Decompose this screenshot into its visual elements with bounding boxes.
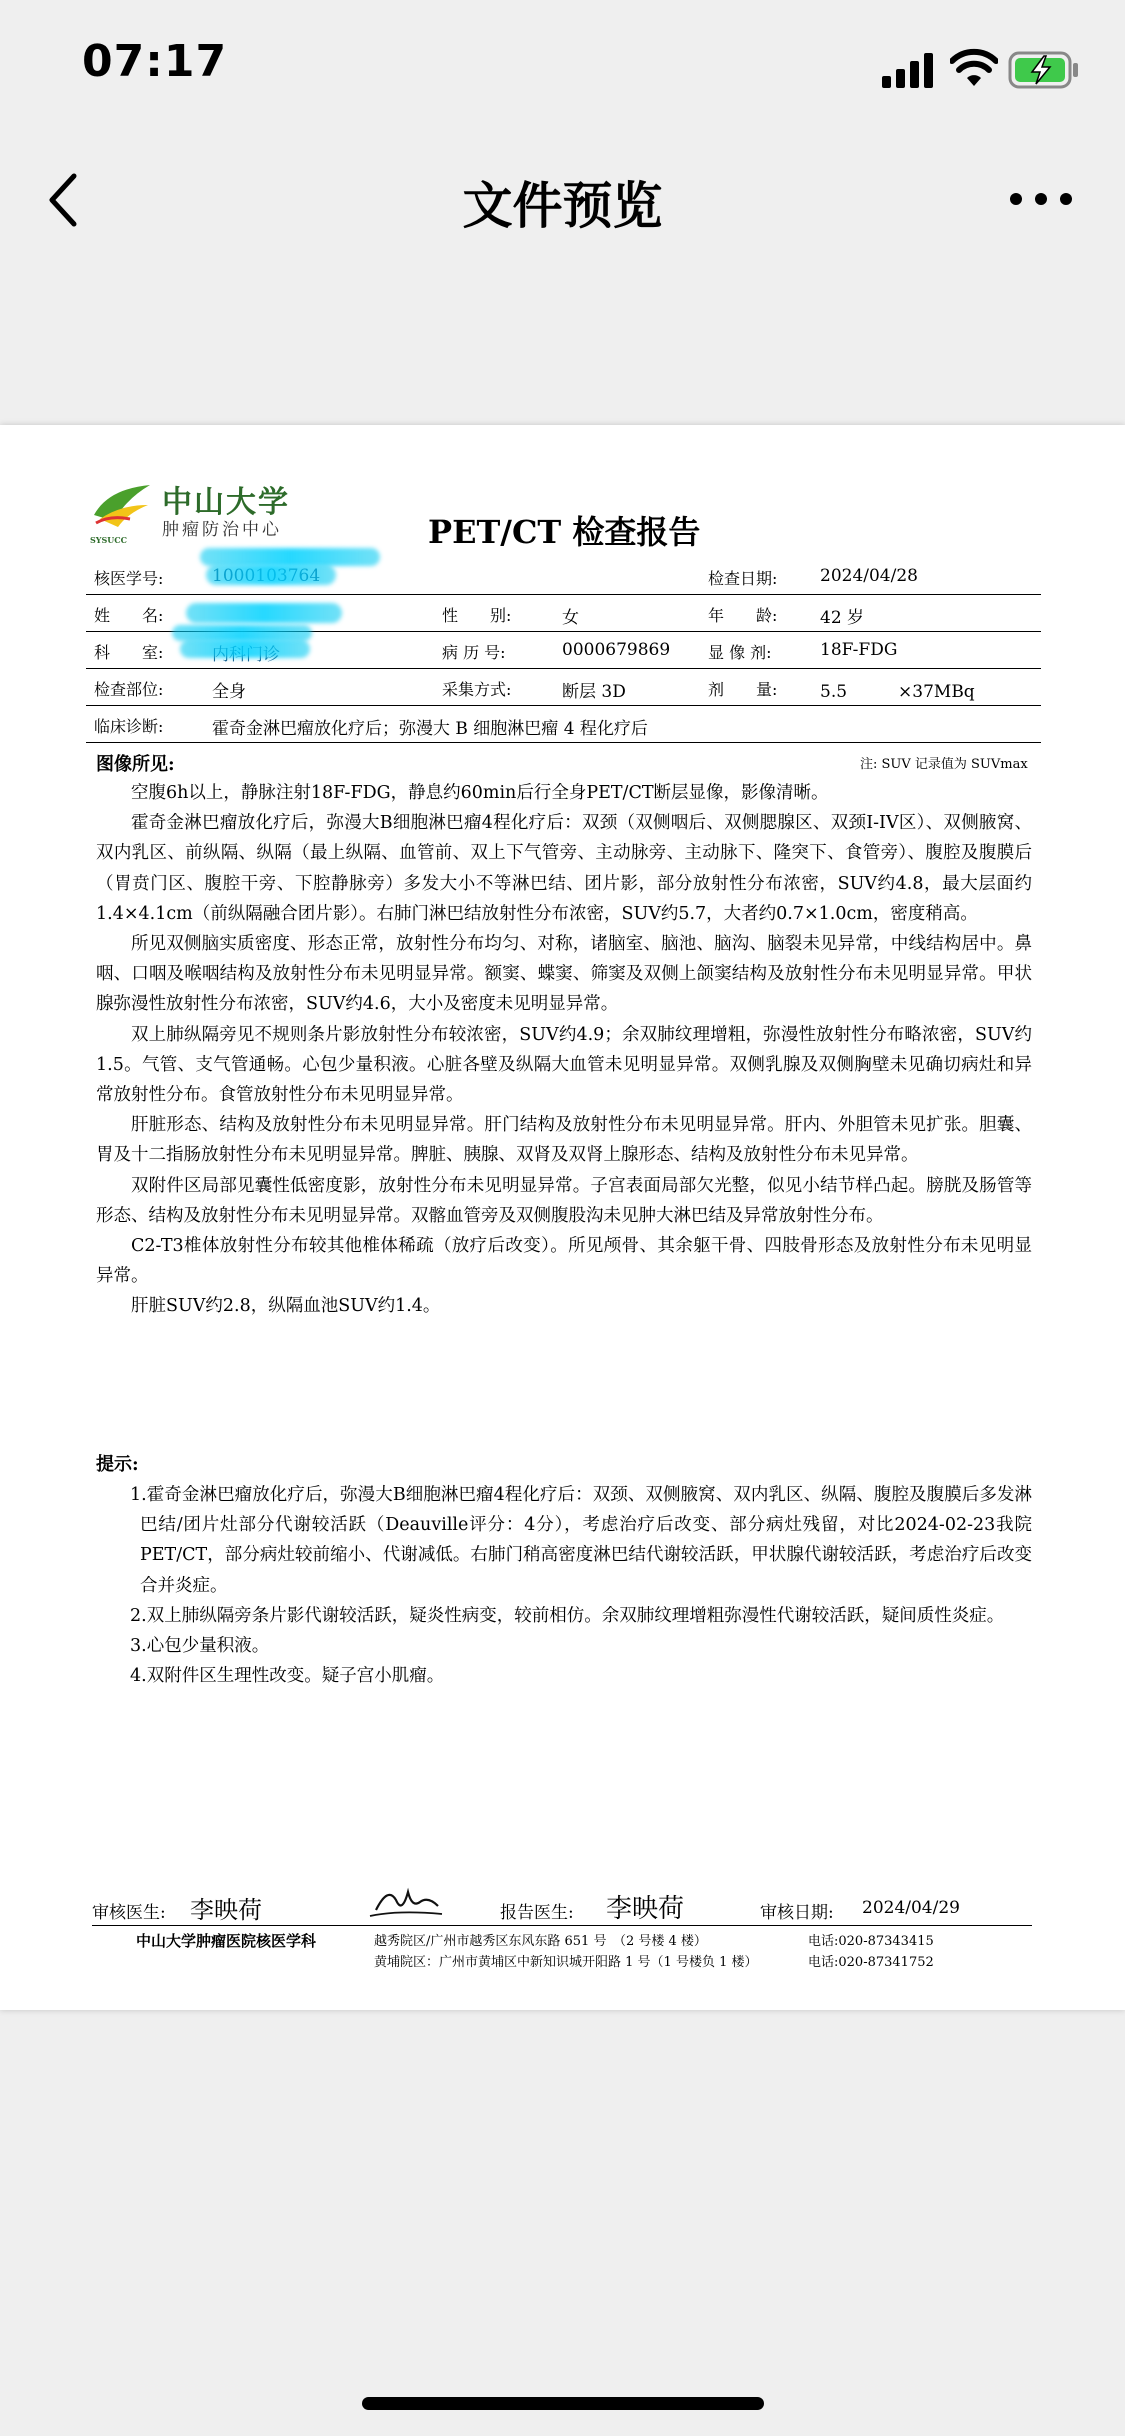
logo-leaf-icon — [90, 475, 156, 535]
field-label: 年 龄: — [708, 606, 778, 625]
redaction-mark — [206, 565, 336, 585]
nav-bar — [0, 140, 1125, 260]
status-bar — [0, 0, 1125, 140]
findings-paragraph: 肝脏SUV约2.8，纵隔血池SUV约1.4。 — [131, 1296, 441, 1317]
phone-line: 电话:020-87343415 — [808, 1934, 934, 1949]
findings-paragraph: 双上肺纵隔旁见不规则条片影放射性分布较浓密，SUV约4.9；余双肺纹理增粗，弥漫性放射性分布略浓密，SUV约1.5。气管、支气管通畅。心包少量积液。心脏各壁及纵隔大血管未见明显异常。双侧乳腺及双侧胸壁未见确切病灶和异常放射性分布。食管放射性分布未见明显异常。 — [96, 1024, 1032, 1106]
field-label: 采集方式: — [442, 680, 512, 699]
field-label: 核医学号: — [94, 569, 164, 588]
address-line: 黄埔院区：广州市黄埔区中新知识城开阳路 1 号（1 号楼负 1 楼） — [374, 1955, 758, 1970]
phone-line: 电话:020-87341752 — [808, 1955, 934, 1970]
findings-paragraph: 肝脏形态、结构及放射性分布未见明显异常。肝门结构及放射性分布未见明显异常。肝内、外胆管未见扩张。胆囊、胃及十二指肠放射性分布未见明显异常。脾脏、胰腺、双肾及双肾上腺形态、结构及放射性分布未见异常。 — [96, 1115, 1032, 1166]
document-page[interactable] — [0, 425, 1125, 2010]
field-value: 女 — [562, 608, 579, 628]
more-options-button[interactable] — [1008, 184, 1074, 214]
reporter-name: 李映荷 — [606, 1894, 685, 1924]
hint-item: 1.霍奇金淋巴瘤放化疗后，弥漫大B细胞淋巴瘤4程化疗后：双颈、双侧腋窝、双内乳区、纵隔、腹腔及腹膜后多发淋巴结/团片灶部分代谢较活跃（Deauville评分：4分），考虑治疗后改变、部分病灶残留，对比2024-02-23我院PET/CT，部分病灶较前缩小、代谢减低。右肺门稍高密度淋巴结代谢较活跃，甲状腺代谢较活跃，考虑治疗后改变合并炎症。 — [130, 1485, 1032, 1596]
home-indicator[interactable] — [362, 2397, 764, 2410]
findings-heading: 图像所见: — [96, 754, 175, 775]
redaction-mark — [186, 603, 342, 623]
findings-paragraph: 空腹6h以上，静脉注射18F-FDG，静息约60min后行全身PET/CT断层显像，影像清晰。 — [131, 783, 829, 803]
footer-department: 中山大学肿瘤医院核医学科 — [136, 1932, 317, 1950]
handwritten-signature — [368, 1880, 448, 1924]
wifi-icon — [950, 48, 998, 88]
field-label: 剂 量: — [708, 680, 778, 699]
battery-charging-icon — [1008, 50, 1080, 90]
diagnosis-value: 霍奇金淋巴瘤放化疗后；弥漫大 B 细胞淋巴瘤 4 程化疗后 — [212, 719, 648, 739]
hint-item: 2.双上肺纵隔旁条片影代谢较活跃，疑炎性病变，较前相仿。余双肺纹理增粗弥漫性代谢较活跃，疑间质性炎症。 — [130, 1605, 1005, 1626]
hint-item: 3.心包少量积液。 — [130, 1636, 270, 1657]
field-value: 18F-FDG — [820, 640, 898, 660]
field-value: 全身 — [212, 682, 246, 702]
field-label: 科 室: — [94, 643, 164, 662]
field-label: 检查部位: — [94, 680, 164, 699]
divider — [86, 742, 1041, 743]
status-time: 07:17 — [82, 36, 228, 87]
field-value: 2024/04/28 — [820, 566, 918, 586]
findings-text — [96, 778, 1032, 1322]
findings-paragraph: 所见双侧脑实质密度、形态正常，放射性分布均匀、对称，诸脑室、脑池、脑沟、脑裂未见异常，中线结构居中。鼻咽、口咽及喉咽结构及放射性分布未见明显异常。额窦、蝶窦、筛窦及双侧上颌窦结构及放射性分布未见明显异常。甲状腺弥漫性放射性分布浓密，SUV约4.6，大小及密度未见明显异常。 — [96, 934, 1032, 1015]
hospital-logo — [90, 475, 290, 545]
header-row — [86, 669, 1041, 705]
hints-heading: 提示: — [96, 1454, 139, 1475]
diagnosis-label: 临床诊断: — [94, 717, 164, 736]
diagnosis-row — [86, 706, 1041, 742]
footer-phone — [808, 1931, 934, 1973]
field-label: 姓 名: — [94, 606, 164, 625]
reporter-label: 报告医生: — [500, 1903, 574, 1923]
hints-text — [96, 1480, 1032, 1691]
reviewer-name: 李映荷 — [190, 1896, 262, 1924]
footer-address — [374, 1931, 757, 1973]
suv-note: 注: SUV 记录值为 SUVmax — [860, 757, 1028, 772]
redaction-mark — [172, 625, 312, 641]
logo-subtitle: 肿瘤防治中心 — [162, 520, 282, 540]
redaction-mark — [200, 548, 380, 566]
report-title: PET/CT 检查报告 — [428, 513, 701, 551]
findings-paragraph: C2-T3椎体放射性分布较其他椎体稀疏（放疗后改变）。所见颅骨、其余躯干骨、四肢骨形态及放射性分布未见明显异常。 — [96, 1236, 1032, 1287]
page-title: 文件预览 — [462, 177, 663, 235]
field-value: 5.5 ×37MBq — [820, 682, 975, 702]
logo-text: 中山大学 — [162, 485, 290, 520]
redaction-mark — [180, 640, 310, 658]
signature-row — [92, 1888, 1042, 1928]
findings-paragraph: 霍奇金淋巴瘤放化疗后，弥漫大B细胞淋巴瘤4程化疗后：双颈（双侧咽后、双侧腮腺区、双颈I-IV区）、双侧腋窝、双内乳区、前纵隔、纵隔（最上纵隔、血管前、双上下气管旁、主动脉旁、主动脉下、隆突下、食管旁）、腹腔及腹膜后（胃贲门区、腹腔干旁、下腔静脉旁）多发大小不等淋巴结、团片影，部分放射性分布浓密，SUV约4.8，最大层面约1.4×4.1cm（前纵隔融合团片影）。右肺门淋巴结放射性分布浓密，SUV约5.7，大者约0.7×1.0cm，密度稍高。 — [96, 813, 1032, 924]
field-value: 0000679869 — [562, 640, 671, 660]
field-label: 病 历 号: — [442, 643, 506, 662]
findings-paragraph: 双附件区局部见囊性低密度影，放射性分布未见明显异常。子宫表面局部欠光整，似见小结节样凸起。膀胱及肠管等形态、结构及放射性分布未见明显异常。双髂血管旁及双侧腹股沟未见肿大淋巴结及异常放射性分布。 — [96, 1175, 1032, 1226]
field-value: 断层 3D — [562, 682, 626, 702]
field-label: 性 别: — [442, 606, 512, 625]
review-date: 2024/04/29 — [862, 1898, 960, 1918]
signal-icon — [880, 52, 936, 88]
address-line: 越秀院区/广州市越秀区东风东路 651 号 （2 号楼 4 楼） — [374, 1934, 707, 1949]
field-value: 42 岁 — [820, 608, 865, 628]
review-date-label: 审核日期: — [760, 1903, 834, 1923]
field-label: 显 像 剂: — [708, 643, 772, 662]
hint-item: 4.双附件区生理性改变。疑子宫小肌瘤。 — [130, 1666, 445, 1687]
field-label: 检查日期: — [708, 569, 778, 588]
reviewer-label: 审核医生: — [92, 1903, 166, 1923]
divider — [92, 1925, 1032, 1926]
logo-abbr: SYSUCC — [90, 535, 127, 545]
